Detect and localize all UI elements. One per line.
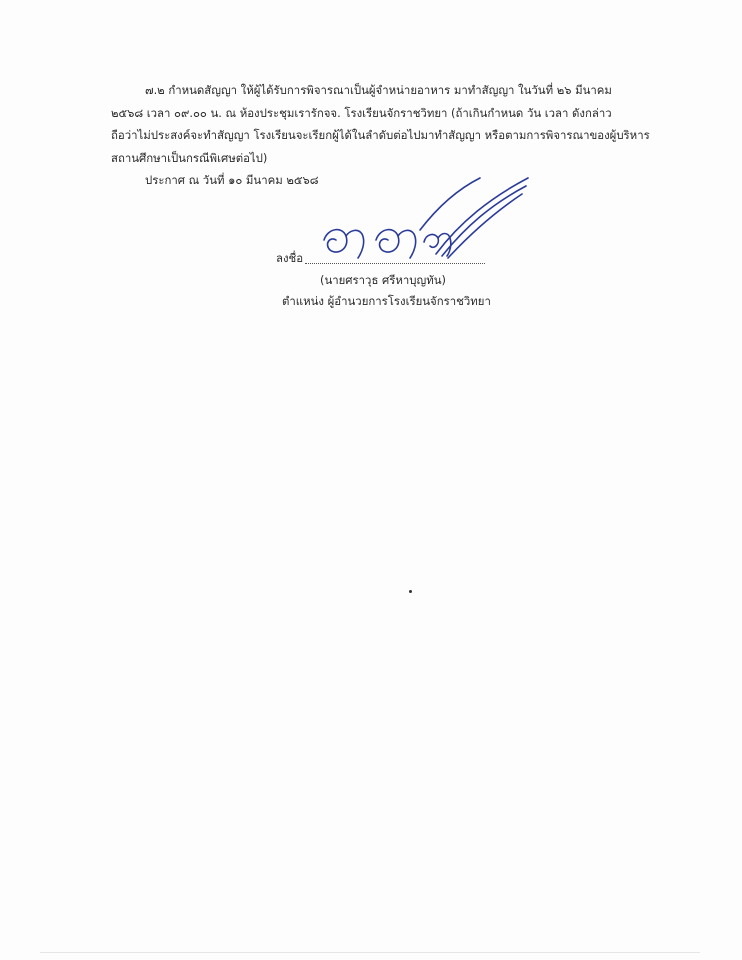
clause-line-1: ๗.๒ กำหนดสัญญา ให้ผู้ได้รับการพิจารณาเป็นผู้จำหน่ายอาหาร มาทำสัญญา ในวันที่ ๒๖ มีนาคม — [145, 83, 612, 97]
signatory-position: ตำแหน่ง ผู้อำนวยการโรงเรียนจักราชวิทยา — [282, 294, 491, 308]
clause-line-2: ๒๕๖๘ เวลา ๐๙.๐๐ น. ณ ห้องประชุมเรารักจจ. โรงเรียนจักราชวิทยา (ถ้าเกินกำหนด วัน เวลา ดังกล่าว — [111, 105, 612, 120]
clause-line-4: สถานศึกษาเป็นกรณีพิเศษต่อไป) — [111, 150, 268, 165]
clause-paragraph — [111, 79, 650, 169]
signature-dotted-line — [305, 263, 485, 264]
page-bottom-edge — [40, 952, 700, 953]
signature-prefix: ลงชื่อ — [276, 251, 304, 265]
signature-block — [276, 250, 576, 308]
clause-line-3: ถือว่าไม่ประสงค์จะทำสัญญา โรงเรียนจะเรียกผู้ได้ในลำดับต่อไปมาทำสัญญา หรือตามการพิจารณาของผู้บริหาร — [111, 128, 650, 142]
signature-line — [276, 250, 576, 268]
paper-speck — [409, 590, 412, 593]
announcement-date: ประกาศ ณ วันที่ ๑๐ มีนาคม ๒๕๖๘ — [145, 173, 319, 187]
signatory-name: (นายศราวุธ ศรีหาบุญทัน) — [320, 273, 446, 287]
